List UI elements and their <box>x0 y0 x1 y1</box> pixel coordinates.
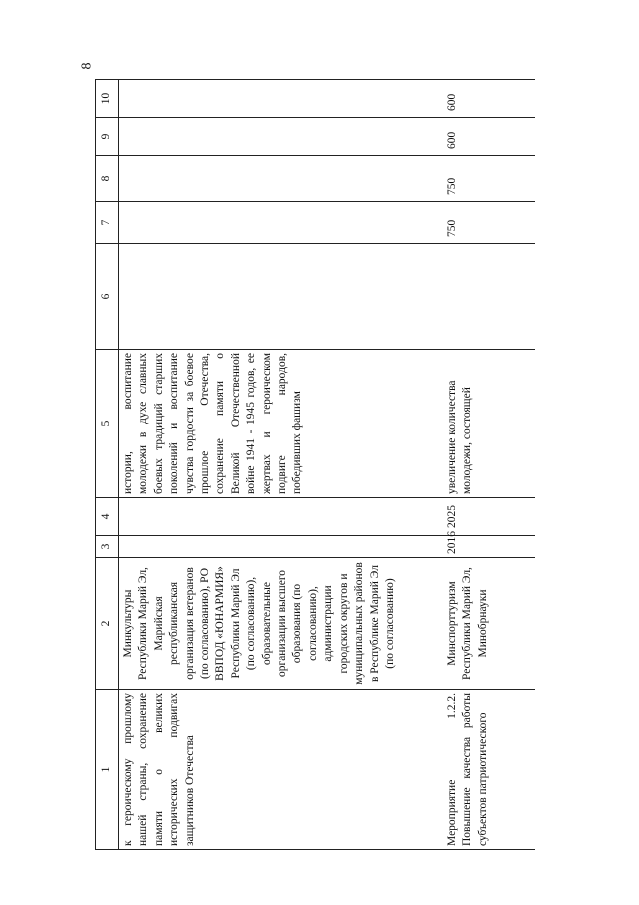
rotated-table-sheet <box>95 80 575 850</box>
value-cell <box>119 202 440 244</box>
page-number: 8 <box>79 62 95 70</box>
column-header: 6 <box>96 244 119 350</box>
measure-name-cell: Мероприятие 1.2.2. Повышение качества работы субъектов патриотического <box>439 690 535 850</box>
column-number-row <box>96 80 119 850</box>
end-year-cell: 2025 <box>439 498 535 536</box>
expected-result-cell: истории, воспитание молодежи в духе славных боевых традиций старших поколений и воспитание чувства гордости за боевое прошлое Отечества, сохранение памяти о Великой Отечественной войне 1941 - 1945 годов, ее жертвах и героическом подвиге народов, победивших фашизм <box>119 350 440 498</box>
column-header: 2 <box>96 558 119 690</box>
measure-name-cell: к героическому прошлому нашей страны, сохранение памяти о великих исторических подвигах защитников Отечества <box>119 690 440 850</box>
end-year-cell <box>119 498 440 536</box>
table-row <box>439 80 535 850</box>
value-cell: 600 <box>439 80 535 118</box>
start-year-cell: 2016 <box>439 536 535 558</box>
expected-result-cell: увеличение количества молодежи, состоящей <box>439 350 535 498</box>
column-header: 9 <box>96 118 119 156</box>
start-year-cell <box>119 536 440 558</box>
measures-table <box>95 79 535 850</box>
column-header: 5 <box>96 350 119 498</box>
executor-cell: Минспорттуризм Республики Марий Эл, Минобрнауки <box>439 558 535 690</box>
column-header: 1 <box>96 690 119 850</box>
column-header: 4 <box>96 498 119 536</box>
table-row <box>119 80 440 850</box>
indicator-cell <box>439 244 535 350</box>
value-cell: 750 <box>439 156 535 202</box>
executor-cell: Минкультуры Республики Марий Эл, Марийская республиканская организация ветеранов (по согласованию), РО ВВПОД «ЮНАРМИЯ» Республики Марий Эл (по согласованию), образовательные организации высшего образования (по согласованию), администрации городских округов и муниципальных районов в Республике Марий Эл (по согласованию) <box>119 558 440 690</box>
column-header: 7 <box>96 202 119 244</box>
value-cell: 750 <box>439 202 535 244</box>
value-cell <box>119 156 440 202</box>
value-cell: 600 <box>439 118 535 156</box>
value-cell <box>119 80 440 118</box>
indicator-cell <box>119 244 440 350</box>
column-header: 10 <box>96 80 119 118</box>
column-header: 3 <box>96 536 119 558</box>
column-header: 8 <box>96 156 119 202</box>
value-cell <box>119 118 440 156</box>
